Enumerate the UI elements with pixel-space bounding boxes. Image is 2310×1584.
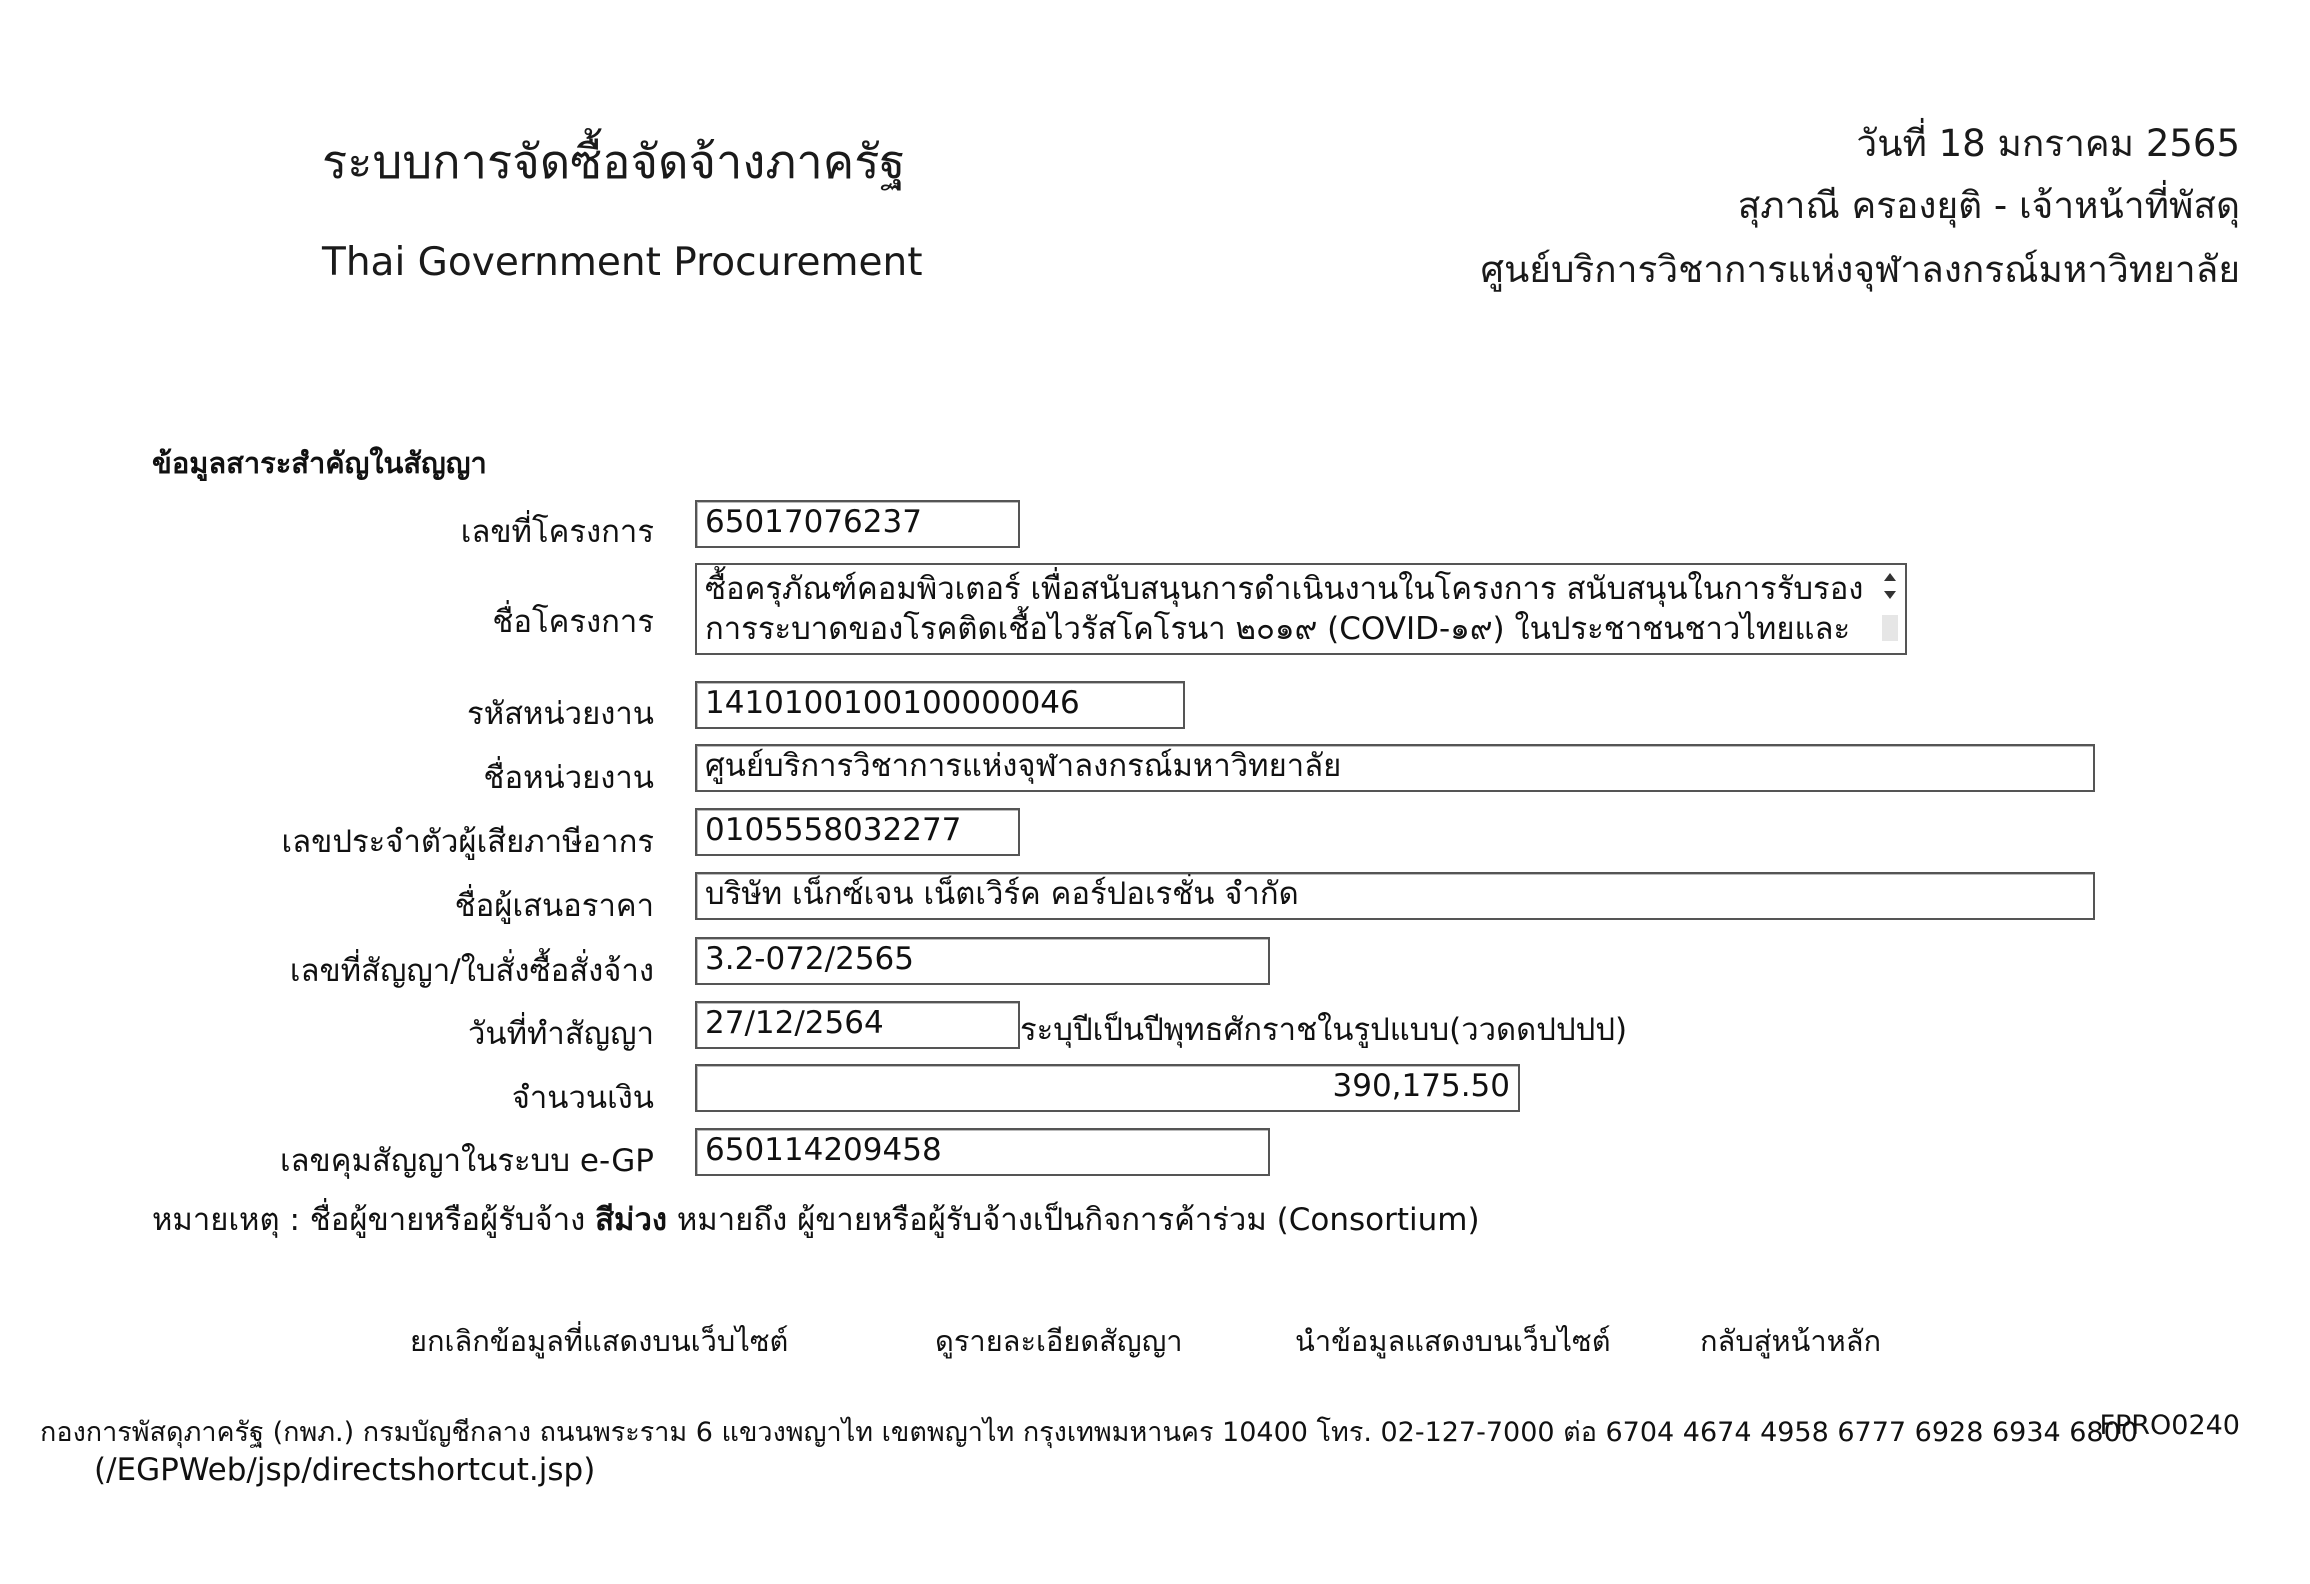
footer-address: กองการพัสดุภาครัฐ (กพภ.) กรมบัญชีกลาง ถนนพระราม 6 แขวงพญาไท เขตพญาไท กรุงเทพมหานคร 10400 โทร. 02-127-7000 ต่อ 6704 4674 4958 6777 6928 6934 6800	[40, 1417, 2138, 1448]
project-name-textarea[interactable]	[695, 563, 1907, 655]
project-name-line-1: ซื้อครุภัณฑ์คอมพิวเตอร์ เพื่อสนับสนุนการดำเนินงานในโครงการ สนับสนุนในการรับรอง	[705, 571, 1864, 607]
agency-code-field[interactable]: 1410100100100000046	[695, 681, 1185, 729]
contract-no-label: เลขที่สัญญา/ใบสั่งซื้อสั่งจ้าง	[289, 953, 654, 989]
project-no-field[interactable]: 65017076237	[695, 500, 1020, 548]
note-suffix: หมายถึง ผู้ขายหรือผู้รับจ้างเป็นกิจการค้าร่วม (Consortium)	[676, 1202, 1480, 1238]
bidder-name-field[interactable]: บริษัท เน็กซ์เจน เน็ตเวิร์ค คอร์ปอเรชั่น จำกัด	[695, 872, 2095, 920]
tax-id-field[interactable]: 0105558032277	[695, 808, 1020, 856]
bidder-name-label: ชื่อผู้เสนอราคา	[454, 888, 654, 924]
footer-url: (/EGPWeb/jsp/directshortcut.jsp)	[94, 1452, 596, 1488]
egp-contract-no-label: เลขคุมสัญญาในระบบ e-GP	[279, 1143, 654, 1179]
header-org: ศูนย์บริการวิชาการแห่งจุฬาลงกรณ์มหาวิทยาลัย	[1480, 248, 2240, 291]
cancel-web-link[interactable]: ยกเลิกข้อมูลที่แสดงบนเว็บไซต์	[410, 1324, 789, 1358]
header-date: วันที่ 18 มกราคม 2565	[1856, 122, 2240, 165]
footer-page-code: FPRO0240	[2099, 1410, 2240, 1441]
contract-no-field[interactable]: 3.2-072/2565	[695, 937, 1270, 985]
agency-code-label: รหัสหน่วยงาน	[467, 696, 654, 732]
amount-label: จำนวนเงิน	[511, 1080, 654, 1116]
contract-date-hint: ระบุปีเป็นปีพุทธศักราชในรูปแบบ(ววดดปปปป)	[1020, 1012, 1628, 1048]
back-home-link[interactable]: กลับสู่หน้าหลัก	[1700, 1324, 1882, 1358]
textarea-scrollbar[interactable]	[1879, 571, 1901, 647]
project-no-label: เลขที่โครงการ	[460, 514, 654, 550]
consortium-note	[152, 1194, 1480, 1244]
scroll-down-arrow-icon[interactable]	[1884, 591, 1896, 599]
amount-field[interactable]: 390,175.50	[695, 1064, 1520, 1112]
scroll-thumb[interactable]	[1882, 615, 1898, 641]
note-prefix: หมายเหตุ : ชื่อผู้ขายหรือผู้รับจ้าง	[152, 1202, 586, 1238]
agency-name-label: ชื่อหน่วยงาน	[483, 760, 654, 796]
contract-date-field[interactable]: 27/12/2564	[695, 1001, 1020, 1049]
project-name-label: ชื่อโครงการ	[492, 604, 654, 640]
publish-web-link[interactable]: นำข้อมูลแสดงบนเว็บไซต์	[1295, 1324, 1611, 1358]
header-user: สุภาณี ครองยุติ - เจ้าหน้าที่พัสดุ	[1737, 184, 2240, 227]
system-title-en: Thai Government Procurement	[322, 240, 923, 285]
contract-date-label: วันที่ทำสัญญา	[467, 1016, 654, 1052]
view-detail-link[interactable]: ดูรายละเอียดสัญญา	[935, 1324, 1183, 1358]
project-name-line-2: การระบาดของโรคติดเชื้อไวรัสโคโรนา ๒๐๑๙ (COVID-๑๙) ในประชาชนชาวไทยและ	[705, 611, 1851, 647]
scroll-up-arrow-icon[interactable]	[1884, 573, 1896, 581]
egp-contract-no-field[interactable]: 650114209458	[695, 1128, 1270, 1176]
agency-name-field[interactable]: ศูนย์บริการวิชาการแห่งจุฬาลงกรณ์มหาวิทยาลัย	[695, 744, 2095, 792]
section-title: ข้อมูลสาระสำคัญในสัญญา	[152, 446, 487, 480]
note-highlight: สีม่วง	[595, 1202, 668, 1238]
tax-id-label: เลขประจำตัวผู้เสียภาษีอากร	[281, 824, 654, 860]
system-title-th: ระบบการจัดซื้อจัดจ้างภาครัฐ	[322, 135, 906, 190]
